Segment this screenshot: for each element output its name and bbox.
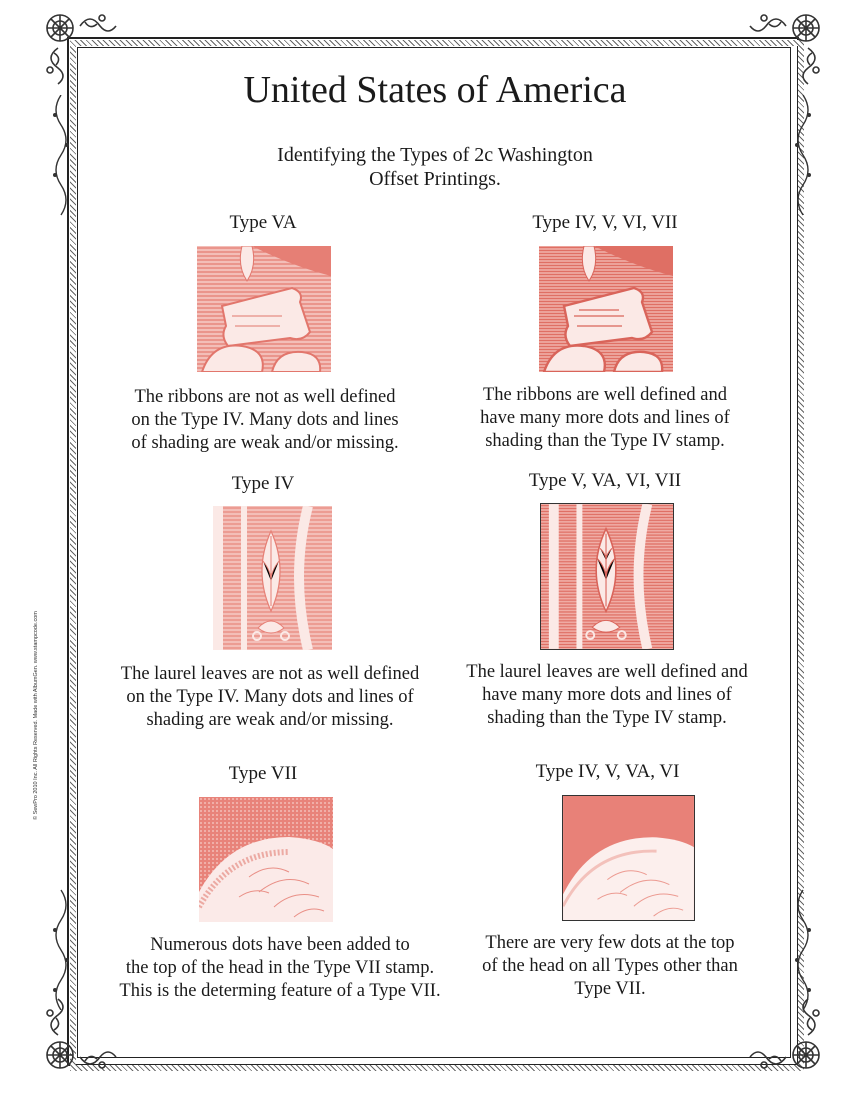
caption-line: on the Type IV. Many dots and lines <box>131 410 399 430</box>
laurel-leaf-detail-image <box>540 503 674 650</box>
page-title: United States of America <box>243 69 627 111</box>
caption-line: of shading are weak and/or missing. <box>131 433 399 453</box>
caption-line: The laurel leaves are well defined and <box>466 662 748 682</box>
type-label: Type IV <box>231 473 295 494</box>
caption-line: have many more dots and lines of <box>482 685 732 705</box>
description-caption <box>440 384 770 453</box>
description-caption <box>445 932 775 1001</box>
caption-line: of the head on all Types other than <box>482 956 738 976</box>
caption-line: shading than the Type IV stamp. <box>485 431 725 451</box>
head-dots-detail-image <box>562 795 695 921</box>
caption-line: The laurel leaves are not as well defined <box>120 664 420 684</box>
caption-line: The ribbons are not as well defined <box>134 387 396 407</box>
caption-line: shading are weak and/or missing. <box>146 710 394 730</box>
copyright-notice: © SewPro 2010 Inc. All Rights Reserved. Made with AlbumGen. www.stampcode.com <box>33 611 39 820</box>
description-caption <box>100 386 430 455</box>
type-label: Type IV, V, VA, VI <box>535 761 680 782</box>
description-caption <box>442 661 772 730</box>
caption-line: have many more dots and lines of <box>480 408 730 428</box>
caption-line: Type VII. <box>574 979 646 999</box>
subtitle-line: Identifying the Types of 2c Washington <box>277 144 593 166</box>
type-label: Type VA <box>229 212 297 233</box>
description-caption <box>100 934 460 1003</box>
caption-line: This is the determing feature of a Type VII. <box>119 981 441 1001</box>
vine-ornament-icon <box>50 880 72 1010</box>
caption-line: on the Type IV. Many dots and lines of <box>126 687 414 707</box>
ribbon-detail-image <box>197 246 331 372</box>
caption-line: Numerous dots have been added to <box>150 935 410 955</box>
caption-line: There are very few dots at the top <box>485 933 735 953</box>
head-dots-detail-image <box>199 797 333 922</box>
vine-ornament-icon <box>50 95 72 225</box>
vine-ornament-icon <box>792 95 814 225</box>
page-subtitle <box>235 143 635 191</box>
caption-line: The ribbons are well defined and <box>482 385 727 405</box>
caption-line: the top of the head in the Type VII stamp. <box>125 958 435 978</box>
type-label: Type VII <box>228 763 298 784</box>
description-caption <box>100 663 440 732</box>
ribbon-detail-image <box>539 246 673 372</box>
subtitle-line: Offset Printings. <box>369 168 501 190</box>
laurel-leaf-detail-image <box>213 506 332 650</box>
type-label: Type V, VA, VI, VII <box>528 470 682 491</box>
caption-line: shading than the Type IV stamp. <box>487 708 727 728</box>
type-label: Type IV, V, VI, VII <box>532 212 678 233</box>
vine-ornament-icon <box>792 880 814 1010</box>
